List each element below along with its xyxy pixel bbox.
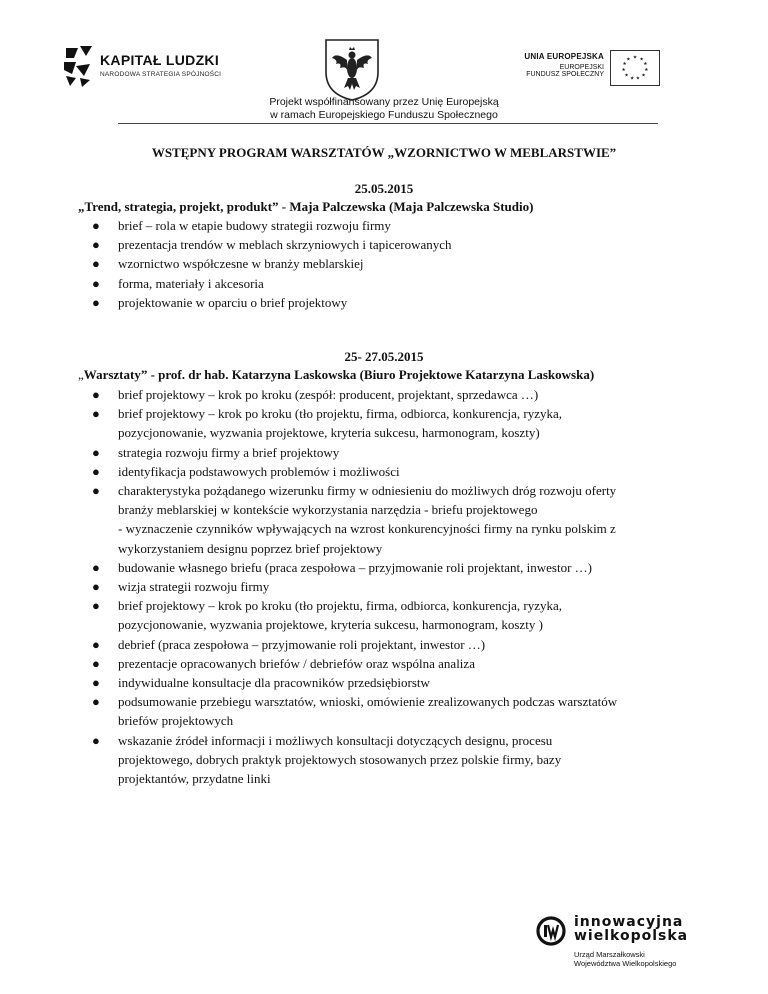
- list-item-text: forma, materiały i akcesoria: [118, 275, 264, 291]
- list-item-text: briefów projektowych: [118, 713, 234, 729]
- list-item: [0, 404, 698, 442]
- list-item-text: podsumowanie przebiegu warsztatów, wnioski, omówienie zrealizowanych podczas warsztatów: [118, 694, 618, 710]
- list-item: [0, 462, 698, 481]
- svg-text:★: ★: [632, 55, 638, 61]
- section-1-list: [0, 216, 698, 312]
- section-2-heading-quote: „: [78, 367, 84, 382]
- bullet-icon: ●: [92, 256, 100, 272]
- iw-logo-line-2: wielkopolska: [574, 928, 689, 944]
- svg-text:★: ★: [639, 57, 644, 63]
- list-item: [0, 274, 698, 293]
- svg-text:★: ★: [644, 67, 649, 73]
- list-item-text: brief – rola w etapie budowy strategii rozwoju firmy: [118, 218, 391, 233]
- list-item: [0, 673, 698, 692]
- bullet-icon: ●: [92, 675, 100, 691]
- list-item: [0, 558, 698, 577]
- bullet-icon: ●: [92, 218, 100, 233]
- svg-text:★: ★: [643, 62, 648, 68]
- header-divider: [118, 123, 658, 124]
- bullet-icon: ●: [92, 598, 100, 614]
- list-item: [0, 731, 698, 789]
- list-item-text: brief projektowy – krok po kroku (tło projektu, firma, odbiorca, konkurencja, ryzyka,: [118, 598, 563, 614]
- list-item: [0, 596, 698, 634]
- bullet-icon: ●: [92, 294, 100, 310]
- section-2-heading-text: Warsztaty” - prof. dr hab. Katarzyna Laskowska (Biuro Projektowe Katarzyna Laskowska): [83, 367, 595, 382]
- section-2-date: 25- 27.05.2015: [344, 349, 424, 364]
- list-item: [0, 293, 698, 312]
- list-item-text: wizja strategii rozwoju firmy: [118, 579, 270, 595]
- list-item: [0, 254, 698, 273]
- bullet-icon: ●: [92, 444, 100, 460]
- eu-line-3: FUNDUSZ SPOŁECZNY: [526, 71, 604, 78]
- kapital-ludzki-title: KAPITAŁ LUDZKI: [100, 52, 220, 68]
- section-1-heading: „Trend, strategia, projekt, produkt” - Maja Palczewska (Maja Palczewska Studio): [78, 199, 534, 214]
- document-title: WSTĘPNY PROGRAM WARSZTATÓW „WZORNICTWO W MEBLARSTWIE”: [151, 145, 617, 160]
- coat-of-arms-emblem: [324, 38, 380, 102]
- list-item-text: - wyznaczenie czynników wpływających na wzrost konkurencyjności firmy na rynku polskim z: [118, 521, 616, 537]
- list-item-text: pozycjonowanie, wyzwania projektowe, kryteria sukcesu, harmonogram, koszty ): [118, 617, 543, 633]
- list-item-text: projektantów, przydatne linki: [118, 771, 271, 787]
- list-item: [0, 692, 698, 730]
- list-item-text: projektowanie w oparciu o brief projektowy: [118, 294, 348, 310]
- list-item-text: charakterystyka pożądanego wizerunku firmy w odniesieniu do możliwych dróg rozwoju oferty: [118, 483, 617, 499]
- section-2-heading: [78, 367, 594, 383]
- cofinancing-line-2: w ramach Europejskiego Funduszu Społecznego: [270, 109, 498, 121]
- iw-logo-subtitle: [574, 950, 676, 968]
- list-item: [0, 654, 698, 673]
- list-item-text: strategia rozwoju firmy a brief projektowy: [118, 444, 340, 460]
- kapital-ludzki-logo: [62, 44, 262, 94]
- list-item-text: wzornictwo współczesne w branży meblarskiej: [118, 256, 364, 272]
- list-item-text: projektowego, dobrych praktyk projektowych stosowanych przez polskie firmy, bazy: [118, 751, 562, 767]
- list-item-text: wskazanie źródeł informacji i możliwych konsultacji dotyczących designu, procesu: [118, 732, 553, 748]
- iw-logo-mark-icon: [536, 916, 566, 946]
- bullet-icon: ●: [92, 237, 100, 253]
- iw-logo-name: [574, 915, 688, 943]
- svg-text:★: ★: [630, 76, 635, 82]
- iw-logo-line-1: innowacyjna: [574, 914, 684, 930]
- bullet-icon: ●: [92, 655, 100, 671]
- list-item-text: identyfikacja podstawowych problemów i możliwości: [118, 463, 400, 479]
- list-item-text: debrief (praca zespołowa – przyjmowanie roli projektant, inwestor …): [118, 636, 486, 652]
- list-item: [0, 443, 698, 462]
- list-item-text: indywidualne konsultacje dla pracowników przedsiębiorstw: [118, 675, 430, 691]
- kapital-ludzki-subtitle: NARODOWA STRATEGIA SPÓJNOŚCI: [100, 71, 222, 78]
- svg-text:★: ★: [624, 73, 629, 79]
- section-2-list: [0, 385, 698, 788]
- svg-text:★: ★: [621, 67, 626, 73]
- eu-line-1: UNIA EUROPEJSKA: [524, 52, 604, 61]
- eu-flag-icon: [610, 50, 660, 86]
- list-item-text: pozycjonowanie, wyzwania projektowe, kryteria sukcesu, harmonogram, koszty): [118, 425, 540, 441]
- svg-text:★: ★: [626, 57, 631, 63]
- list-item-text: budowanie własnego briefu (praca zespołowa – przyjmowanie roli projektant, inwestor …): [118, 559, 592, 575]
- bullet-icon: ●: [92, 387, 100, 402]
- iw-sub-line-1: Urząd Marszałkowski: [574, 950, 645, 959]
- list-item: [0, 385, 698, 404]
- eu-logo-text: [524, 52, 604, 78]
- bullet-icon: ●: [92, 406, 100, 422]
- bullet-icon: ●: [92, 275, 100, 291]
- bullet-icon: ●: [92, 559, 100, 575]
- list-item-text: brief projektowy – krok po kroku (tło projektu, firma, odbiorca, konkurencja, ryzyka,: [118, 406, 563, 422]
- list-item-text: prezentacja trendów w meblach skrzyniowych i tapicerowanych: [118, 237, 452, 253]
- list-item-text: prezentacje opracowanych briefów / debriefów oraz wspólna analiza: [118, 655, 475, 671]
- list-item: [0, 235, 698, 254]
- innowacyjna-wielkopolska-logo: [536, 914, 706, 974]
- bullet-icon: ●: [92, 463, 100, 479]
- list-item-text: wykorzystaniem designu poprzez brief projektowy: [118, 540, 383, 556]
- list-item: [0, 635, 698, 654]
- list-item: [0, 216, 698, 235]
- bullet-icon: ●: [92, 483, 100, 499]
- list-item-text: brief projektowy – krok po kroku (zespół: producent, projektant, sprzedawca …): [118, 387, 539, 402]
- list-item: [0, 577, 698, 596]
- svg-text:★: ★: [641, 73, 646, 79]
- bullet-icon: ●: [92, 636, 100, 652]
- bullet-icon: ●: [92, 694, 100, 710]
- bullet-icon: ●: [92, 732, 100, 748]
- list-item-text: branży meblarskiej w kontekście wykorzystania narzędzia - briefu projektowego: [118, 502, 538, 518]
- section-1-date: 25.05.2015: [354, 181, 414, 196]
- iw-sub-line-2: Województwa Wielkopolskiego: [574, 959, 677, 968]
- eu-logo: [490, 50, 660, 94]
- bullet-icon: ●: [92, 579, 100, 595]
- list-item: [0, 481, 698, 558]
- cofinancing-line-1: Projekt współfinansowany przez Unię Europejską: [269, 96, 499, 108]
- eu-line-2: EUROPEJSKI: [559, 64, 604, 71]
- svg-text:★: ★: [622, 62, 627, 68]
- kapital-ludzki-figure-icon: [62, 44, 94, 88]
- svg-text:★: ★: [635, 76, 640, 82]
